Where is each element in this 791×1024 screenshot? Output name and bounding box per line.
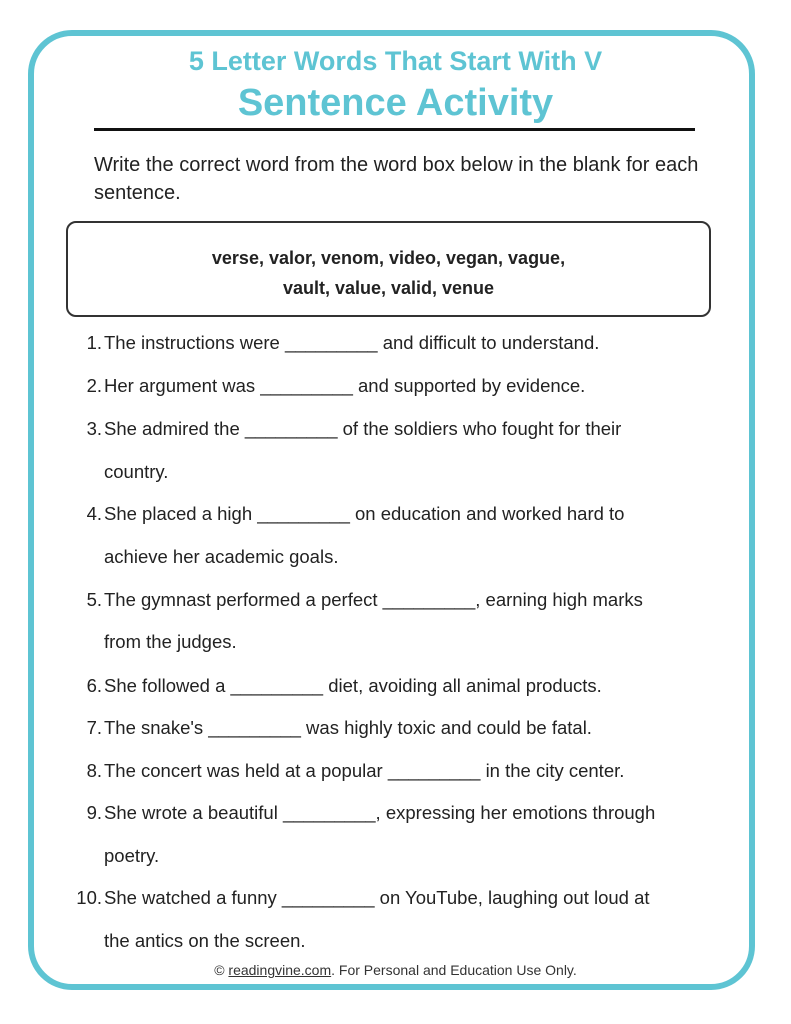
- question-number: 6.: [86, 675, 102, 696]
- word-box-line-2: vault, value, valid, venue: [282, 278, 495, 298]
- question-number: 1.: [86, 332, 102, 353]
- question-number: 7.: [86, 717, 102, 738]
- question-9-continued: poetry.: [104, 845, 160, 866]
- question-text: The gymnast performed a perfect _________, earning high marks: [104, 589, 643, 610]
- title-line-1: 5 Letter Words That Start With V: [188, 46, 603, 76]
- question-number: 4.: [86, 503, 102, 524]
- question-text: The concert was held at a popular _________ in the city center.: [104, 760, 625, 781]
- question-number: 9.: [86, 802, 102, 823]
- word-box-line-1: verse, valor, venom, video, vegan, vague,: [211, 248, 566, 268]
- site-link[interactable]: readingvine.com: [228, 962, 332, 978]
- question-4-continued: achieve her academic goals.: [104, 546, 339, 567]
- question-number: 2.: [86, 375, 102, 396]
- question-text: The instructions were _________ and difficult to understand.: [104, 332, 600, 353]
- footer: [0, 962, 791, 978]
- instructions: Write the correct word from the word box below in the blank for each sentence.: [94, 154, 699, 204]
- question-number: 5.: [86, 589, 102, 610]
- question-text: She followed a _________ diet, avoiding all animal products.: [104, 675, 602, 696]
- question-5-continued: from the judges.: [104, 631, 237, 652]
- footer-notice: . For Personal and Education Use Only.: [331, 962, 577, 978]
- title-divider: [94, 128, 695, 131]
- page-title: Sentence Activity: [237, 82, 554, 124]
- question-10-continued: the antics on the screen.: [104, 930, 306, 951]
- question-number: 3.: [86, 418, 102, 439]
- question-text: She watched a funny _________ on YouTube, laughing out loud at: [104, 887, 650, 908]
- question-number: 8.: [86, 760, 102, 781]
- question-text: She admired the _________ of the soldiers who fought for their: [104, 418, 622, 439]
- question-text: Her argument was _________ and supported by evidence.: [104, 375, 586, 396]
- copyright-prefix: ©: [214, 962, 229, 978]
- question-3-continued: country.: [104, 461, 169, 482]
- question-number: 10.: [76, 887, 102, 908]
- word-box: [66, 221, 711, 317]
- question-text: She wrote a beautiful _________, expressing her emotions through: [104, 802, 656, 823]
- question-text: She placed a high _________ on education and worked hard to: [104, 503, 625, 524]
- question-text: The snake's _________ was highly toxic and could be fatal.: [104, 717, 592, 738]
